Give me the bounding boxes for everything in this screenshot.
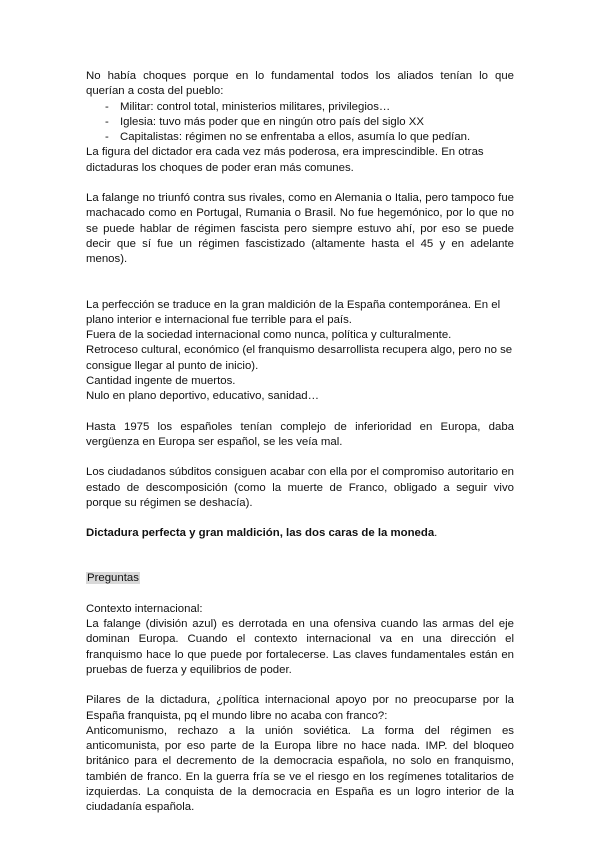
questions-heading-line [86, 571, 514, 586]
conclusion-line [86, 526, 514, 541]
malediction-line: Retroceso cultural, económico (el franquismo desarrollista recupera algo, pero no se consigue llegar al punto de inicio). [86, 344, 513, 372]
malediction-line: La perfección se traduce en la gran maldición de la España contemporánea. En el plano interior e internacional fue terrible para el país. [86, 298, 501, 326]
conclusion-period: . [434, 527, 438, 540]
context-paragraph: La falange (división azul) es derrotada en una ofensiva cuando las armas del eje dominan Europa. Cuando el contexto internacional va en una dirección el franquismo hace lo que puede por fortalecerse. Las claves fundamentales están en pruebas de fuerza y equilibrios de poder. [86, 618, 514, 676]
questions-heading: Preguntas [87, 572, 139, 585]
citizens-paragraph: Los ciudadanos súbditos consiguen acabar con ella por el compromiso autoritario en estado de descomposición (como la muerte de Franco, obligado a seguir vivo porque su régimen se deshacía). [86, 466, 514, 509]
intro-line-2: querían a costa del pueblo: [86, 85, 224, 98]
actors-list [86, 100, 514, 146]
list-item: - Iglesia: tuvo más poder que en ningún otro país del siglo XX [86, 115, 514, 130]
list-item: - Militar: control total, ministerios militares, privilegios… [86, 100, 514, 115]
malediction-line: Cantidad ingente de muertos. [86, 375, 236, 388]
dictator-paragraph: La figura del dictador era cada vez más poderosa, era imprescindible. En otras dictaduras los choques de poder eran más comunes. [86, 146, 484, 174]
bold-conclusion: Dictadura perfecta y gran maldición, las dos caras de la moneda [86, 527, 435, 540]
context-title: Contexto internacional: [86, 602, 203, 615]
falange-paragraph: La falange no triunfó contra sus rivales, como en Alemania o Italia, pero tampoco fue machacado como en Portugal, Rumania o Brasil. No fue hegemónico, por lo que no se puede hablar de régimen fascista pero siempre estuvo ahí, por eso se puede decir que sí fue un régimen fascistizado (altamente hasta el 45 y en adelante menos). [86, 192, 514, 266]
pillars-answer: Anticomunismo, rechazo a la unión soviética. La forma del régimen es anticomunista, por eso parte de la Europa libre no hace nada. IMP. del bloqueo británico para el decremento de la democracia española, no solo en franquismo, también de franco. En la guerra fría se ve el riesgo en los regímenes totalitarios de izquierdas. La conquista de la democracia en España es un logro interior de la ciudadanía española. [86, 724, 514, 814]
malediction-line: Nulo en plano deportivo, educativo, sanidad… [86, 390, 320, 403]
inferiority-paragraph: Hasta 1975 los españoles tenían complejo de inferioridad en Europa, daba vergüenza en Europa ser español, se les veía mal. [86, 420, 514, 448]
list-item: - Capitalistas: régimen no se enfrentaba a ellos, asumía lo que pedían. [86, 130, 514, 145]
malediction-line: Fuera de la sociedad internacional como nunca, política y culturalmente. [86, 329, 452, 342]
pillars-question: Pilares de la dictadura, ¿política internacional apoyo por no preocuparse por la España franquista, pq el mundo libre no acaba con franco?: [86, 694, 514, 722]
intro-line-1: No había choques porque en lo fundamental todos los aliados tenían lo que [86, 70, 514, 82]
